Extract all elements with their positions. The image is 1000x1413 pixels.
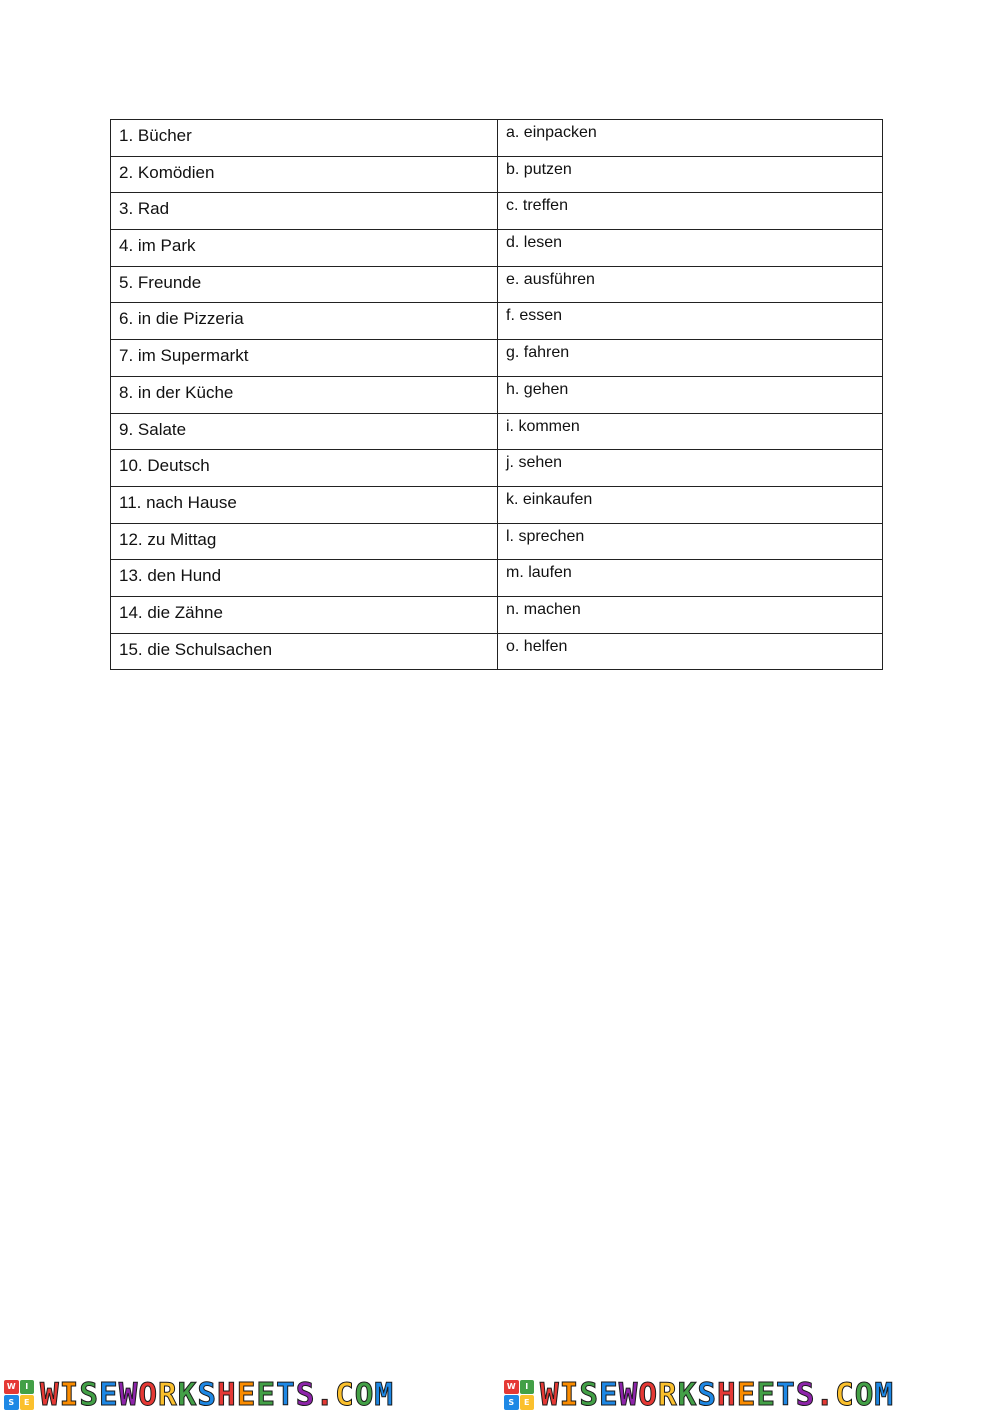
table-row bbox=[111, 120, 883, 157]
table-row bbox=[111, 266, 883, 303]
term-cell: 1. Bücher bbox=[111, 120, 498, 157]
term-cell: 3. Rad bbox=[111, 193, 498, 230]
verb-cell: a. einpacken bbox=[498, 120, 883, 157]
verb-cell: o. helfen bbox=[498, 633, 883, 670]
term-cell: 6. in die Pizzeria bbox=[111, 303, 498, 340]
verb-cell: c. treffen bbox=[498, 193, 883, 230]
term-cell: 13. den Hund bbox=[111, 560, 498, 597]
verb-cell: f. essen bbox=[498, 303, 883, 340]
verb-cell: e. ausführen bbox=[498, 266, 883, 303]
verb-cell: l. sprechen bbox=[498, 523, 883, 560]
verb-cell: k. einkaufen bbox=[498, 486, 883, 523]
term-cell: 8. in der Küche bbox=[111, 376, 498, 413]
table-row bbox=[111, 376, 883, 413]
verb-cell: n. machen bbox=[498, 596, 883, 633]
table-row bbox=[111, 156, 883, 193]
verb-cell: m. laufen bbox=[498, 560, 883, 597]
table-row bbox=[111, 193, 883, 230]
logo-icon bbox=[504, 1380, 534, 1410]
table-row bbox=[111, 560, 883, 597]
logo-cell: E bbox=[520, 1395, 535, 1410]
logo-cell: S bbox=[504, 1395, 519, 1410]
term-cell: 11. nach Hause bbox=[111, 486, 498, 523]
verb-cell: d. lesen bbox=[498, 230, 883, 267]
verb-cell: i. kommen bbox=[498, 413, 883, 450]
term-cell: 5. Freunde bbox=[111, 266, 498, 303]
logo-icon bbox=[4, 1380, 34, 1410]
logo-cell: W bbox=[504, 1380, 519, 1395]
table-row bbox=[111, 596, 883, 633]
verb-cell: b. putzen bbox=[498, 156, 883, 193]
logo-cell: E bbox=[20, 1395, 35, 1410]
footer-logo-1 bbox=[4, 1376, 394, 1413]
term-cell: 12. zu Mittag bbox=[111, 523, 498, 560]
term-cell: 9. Salate bbox=[111, 413, 498, 450]
verb-cell: h. gehen bbox=[498, 376, 883, 413]
logo-cell: I bbox=[520, 1380, 535, 1395]
term-cell: 10. Deutsch bbox=[111, 450, 498, 487]
term-cell: 4. im Park bbox=[111, 230, 498, 267]
table-row bbox=[111, 340, 883, 377]
table-row bbox=[111, 230, 883, 267]
logo-cell: I bbox=[20, 1380, 35, 1395]
table-row bbox=[111, 486, 883, 523]
table-row bbox=[111, 413, 883, 450]
term-cell: 15. die Schulsachen bbox=[111, 633, 498, 670]
term-cell: 2. Komödien bbox=[111, 156, 498, 193]
brand-text: WISEWORKSHEETS.COM bbox=[540, 1376, 895, 1413]
term-cell: 7. im Supermarkt bbox=[111, 340, 498, 377]
matching-table-body bbox=[111, 120, 883, 670]
table-row bbox=[111, 450, 883, 487]
verb-cell: g. fahren bbox=[498, 340, 883, 377]
verb-cell: j. sehen bbox=[498, 450, 883, 487]
matching-table bbox=[110, 119, 883, 670]
term-cell: 14. die Zähne bbox=[111, 596, 498, 633]
brand-text: WISEWORKSHEETS.COM bbox=[40, 1376, 395, 1413]
table-row bbox=[111, 523, 883, 560]
logo-cell: W bbox=[4, 1380, 19, 1395]
table-row bbox=[111, 303, 883, 340]
footer-logo-2 bbox=[504, 1376, 894, 1413]
table-row bbox=[111, 633, 883, 670]
logo-cell: S bbox=[4, 1395, 19, 1410]
footer-watermark bbox=[0, 1376, 1000, 1413]
